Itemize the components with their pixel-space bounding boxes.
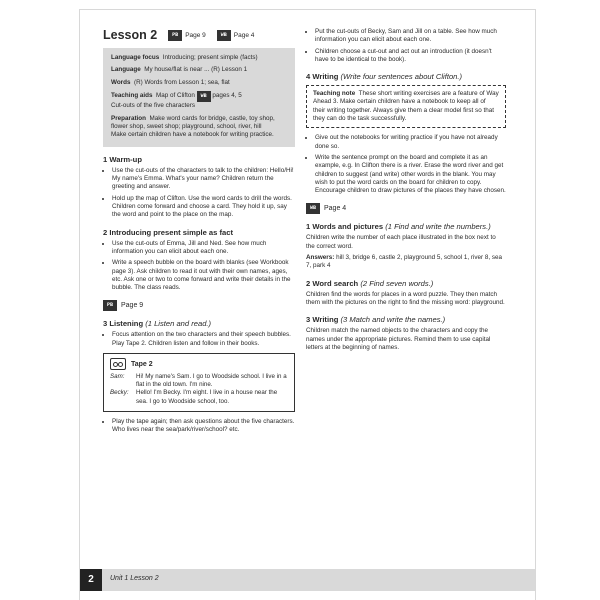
- section-present-simple-heading: 2 Introducing present simple as fact: [103, 227, 233, 237]
- speaker-name: Becky:: [110, 389, 129, 397]
- section-words-pictures-heading: 1 Words and pictures (1 Find and write the numbers.): [306, 222, 491, 232]
- teaching-note-label: Teaching note: [313, 90, 356, 98]
- pupils-book-page-ref: PB Page 9: [103, 300, 295, 311]
- list-item: • Hold up the map of Clifton. Use the word cards to drill the words. Children come forward and choose a card. They hold it up, say the word and point to the place on the map.: [112, 195, 295, 220]
- pupils-book-icon: PB: [168, 30, 182, 41]
- teaching-note-box: [306, 85, 506, 128]
- pupils-book-icon: PB: [103, 300, 117, 311]
- section-listening-heading: 3 Listening (1 Listen and read.): [103, 319, 212, 329]
- listening-list: [103, 331, 295, 348]
- teaching-note-text: These short writing exercises are a feature of Way Ahead 3. Make certain children have a notebook to keep all of their writing together. Always give them a clear model first so that they can do the task successfully.: [313, 90, 499, 123]
- section-warm-up-heading: 1 Warm-up: [103, 154, 142, 164]
- left-column: [103, 28, 295, 437]
- workbook-page-ref: WB Page 4: [306, 203, 506, 214]
- section-writing-heading: 4 Writing (Write four sentences about Clifton.): [306, 72, 463, 82]
- right-column: [306, 28, 506, 355]
- lesson-header: [103, 28, 295, 42]
- tape-line: [110, 389, 288, 405]
- tape-header: [110, 358, 288, 370]
- lesson-info-box: [103, 48, 295, 147]
- answers-text: Answers: hill 3, bridge 6, castle 2, playground 5, school 1, river 8, sea 7, park 4: [306, 254, 503, 270]
- list-item: • Write the sentence prompt on the board and complete it as an example, e.g. In Clifton there is a river. Erase the word river and get children to suggest (and write) other words in the blank. You may wish to put the word cards on the board for children to copy. Encourage children to draw pictures of the places they have chosen.: [315, 154, 506, 195]
- warm-up-list: [103, 167, 295, 220]
- list-item: • Play the tape again; then ask questions about the five characters. Who lives near the sea/park/river/school? etc.: [112, 418, 295, 435]
- workbook-page: Page 4: [233, 31, 255, 39]
- cassette-icon: [110, 358, 126, 370]
- writing-match-text: Children match the named objects to the characters and copy the names under the appropriate pictures. Remind them to use capital letters at the beginning of names.: [306, 327, 491, 351]
- list-item: • Write a speech bubble on the board with blanks (see Workbook page 3). Ask children to read it out with their own names, ages, etc. Ask one or two to come forward and write their details in the bubble. The class reads.: [112, 259, 295, 292]
- info-preparation: Preparation Make word cards for bridge, castle, toy shop, flower shop, sweet shop; playground, school, river, hill Make certain children have a notebook for writing practice.: [111, 114, 275, 139]
- word-search-text: Children find the words for places in a word puzzle. They then match them with the pictures on the right to find the missing word: playground.: [306, 290, 505, 306]
- tape-line: [110, 373, 288, 389]
- speaker-text: Hi! My name's Sam. I go to Woodside school. I live in a flat in the old town. I'm nine.: [136, 373, 287, 389]
- present-simple-list: [103, 240, 295, 293]
- workbook-ref: [217, 30, 255, 41]
- list-item: • Put the cut-outs of Becky, Sam and Jill on a table. See how much information you can elicit about each one.: [315, 28, 506, 45]
- section-writing-match-heading: 3 Writing (3 Match and write the names.): [306, 315, 446, 325]
- info-language: Language My house/flat is near ... (R) Lesson 1: [111, 66, 248, 74]
- info-words: Words (R) Words from Lesson 1; sea, flat: [111, 78, 230, 86]
- tape-title: Tape 2: [131, 360, 153, 368]
- tape-script-box: [103, 353, 295, 412]
- listening-followup-list: [103, 418, 295, 435]
- list-item: • Use the cut-outs of the characters to talk to the children: Hello/Hi! My name's Emma. What's your name? Children return the greeting and answer.: [112, 167, 295, 192]
- workbook-icon: WB: [306, 203, 320, 214]
- section-word-search-heading: 2 Word search (2 Find seven words.): [306, 278, 434, 288]
- list-item: • Children choose a cut-out and act out an introduction (it doesn't have to be identical to the book).: [315, 48, 506, 65]
- lesson-title: Lesson 2: [103, 28, 158, 42]
- speaker-name: Sam:: [110, 373, 125, 380]
- list-item: • Focus attention on the two characters and their speech bubbles. Play Tape 2. Children listen and follow in their books.: [112, 331, 295, 348]
- info-teaching-aids: Teaching aids Map of Clifton WB pages 4, 5 Cut-outs of the five characters: [111, 92, 242, 110]
- cutouts-list: [306, 28, 506, 64]
- words-pictures-text: Children write the number of each place illustrated in the box next to the correct word.: [306, 234, 496, 250]
- list-item: • Use the cut-outs of Emma, Jill and Ned. See how much information you can elicit about each one.: [112, 240, 295, 257]
- list-item: • Give out the notebooks for writing practice if you have not already done so.: [315, 134, 506, 151]
- page-number: 2: [80, 569, 102, 591]
- workbook-icon: WB: [197, 91, 211, 102]
- info-language-focus: Language focus Introducing; present simple (facts): [111, 54, 258, 61]
- pupils-book-page: Page 9: [185, 31, 206, 39]
- writing-list: [306, 134, 506, 195]
- pupils-book-ref: [168, 30, 206, 41]
- footer-text: Unit 1 Lesson 2: [110, 575, 159, 582]
- speaker-text: Hello! I'm Becky. I'm eight. I live in a house near the sea. I go to Woodside school, too.: [136, 389, 278, 405]
- workbook-icon: WB: [217, 30, 231, 41]
